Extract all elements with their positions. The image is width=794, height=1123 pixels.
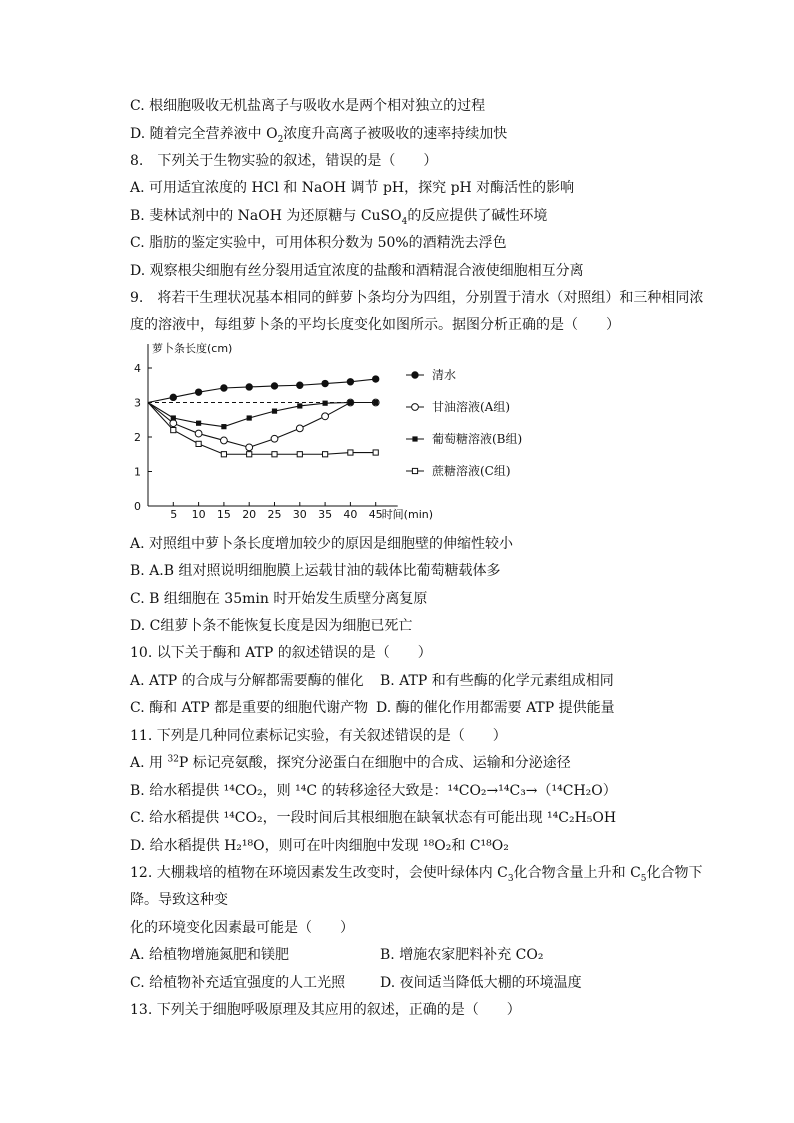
x-axis-label: 时间(min) bbox=[381, 508, 434, 521]
series-1-point bbox=[195, 389, 201, 395]
x-tick-label: 15 bbox=[216, 508, 231, 521]
q7-option-c: C. 根细胞吸收无机盐离子与吸收水是两个相对独立的过程 bbox=[130, 98, 486, 114]
series-3-point bbox=[221, 424, 226, 429]
question-12-line1: 12. 大棚栽培的植物在环境因素发生改变时，会使叶绿体内 $C_3$化合物含量上升和 $C_5$化合物下 bbox=[130, 865, 703, 884]
question-9-line2: 度的溶液中，每组萝卜条的平均长度变化如图所示。据图分析正确的是（ ） bbox=[130, 317, 620, 333]
series-2-point bbox=[195, 430, 202, 437]
question-13: 13. 下列关于细胞呼吸原理及其应用的叙述，正确的是（ ） bbox=[130, 1002, 521, 1018]
series-4-point bbox=[196, 441, 201, 446]
series-3-point bbox=[171, 415, 176, 420]
q12-option-d: D. 夜间适当降低大棚的环境温度 bbox=[380, 975, 582, 991]
question-12-line2: 降。导致这种变 bbox=[130, 892, 228, 908]
q9-option-a: A. 对照组中萝卜条长度增加较少的原因是细胞壁的伸缩性较小 bbox=[130, 536, 514, 552]
q7-option-d: D. 随着完全营养液中 $O_2$浓度升高离子被吸收的速率持续加快 bbox=[130, 126, 508, 145]
legend-label-1: 清水 bbox=[432, 368, 457, 382]
series-1-point bbox=[246, 384, 252, 390]
series-4-point bbox=[348, 450, 353, 455]
y-tick-label: 2 bbox=[134, 431, 141, 444]
legend-label-4: 蔗糖溶液(C组) bbox=[432, 464, 511, 478]
q11-option-d: D. 给水稻提供 H₂¹⁸O，则可在叶肉细胞中发现 ¹⁸O₂和 C¹⁸O₂ bbox=[130, 838, 509, 854]
legend-marker-2 bbox=[412, 404, 419, 411]
series-2-point bbox=[221, 437, 228, 444]
q10-option-c: C. 酶和 ATP 都是重要的细胞代谢产物 bbox=[130, 700, 369, 716]
x-tick-label: 40 bbox=[343, 508, 358, 521]
series-3-point bbox=[373, 400, 378, 405]
y-tick-label: 4 bbox=[134, 362, 141, 375]
y-tick-label: 0 bbox=[134, 500, 141, 513]
q9-option-b: B. A.B 组对照说明细胞膜上运载甘油的载体比葡萄糖载体多 bbox=[130, 563, 501, 579]
series-3-point bbox=[272, 409, 277, 414]
question-11: 11. 下列是几种同位素标记实验，有关叙述错误的是（ ） bbox=[130, 728, 507, 744]
q10-option-d: D. 酶的催化作用都需要 ATP 提供能量 bbox=[376, 700, 615, 716]
series-4-point bbox=[221, 452, 226, 457]
series-3-point bbox=[323, 401, 328, 406]
x-tick-label: 25 bbox=[267, 508, 282, 521]
series-3-point bbox=[247, 415, 252, 420]
q11-option-a: A. 用 $^{32}$P 标记亮氨酸，探究分泌蛋白在细胞中的合成、运输和分泌途径 bbox=[130, 754, 571, 771]
x-tick-label: 5 bbox=[170, 508, 178, 521]
legend-marker-3 bbox=[412, 436, 417, 441]
series-2-point bbox=[271, 435, 278, 442]
question-10: 10. 以下关于酶和 ATP 的叙述错误的是（ ） bbox=[130, 645, 432, 661]
series-3-point bbox=[348, 400, 353, 405]
q8-option-a: A. 可用适宜浓度的 HCl 和 NaOH 调节 pH，探究 pH 对酶活性的影响 bbox=[130, 180, 575, 196]
x-tick-label: 10 bbox=[191, 508, 206, 521]
series-line-1 bbox=[148, 379, 376, 402]
series-2-point bbox=[170, 420, 177, 427]
series-4-point bbox=[247, 452, 252, 457]
series-2-point bbox=[322, 413, 329, 420]
y-tick-label: 1 bbox=[134, 465, 141, 479]
series-1-point bbox=[347, 379, 353, 385]
series-2-point bbox=[246, 444, 253, 451]
series-line-3 bbox=[148, 403, 376, 427]
series-line-4 bbox=[148, 403, 376, 455]
q10-option-b: B. ATP 和有些酶的化学元素组成相同 bbox=[380, 673, 614, 689]
series-4-point bbox=[272, 452, 277, 457]
series-4-point bbox=[373, 450, 378, 455]
length-change-chart bbox=[120, 336, 523, 526]
series-4-point bbox=[171, 428, 176, 433]
x-tick-label: 20 bbox=[242, 508, 257, 521]
q12-option-c: C. 给植物补充适宜强度的人工光照 bbox=[130, 975, 346, 991]
question-12-line3: 化的环境变化因素最可能是（ ） bbox=[130, 920, 354, 936]
q10-option-a: A. ATP 的合成与分解都需要酶的催化 bbox=[130, 673, 364, 689]
q8-option-b: B. 斐林试剂中的 NaOH 为还原糖与 CuSO$_4$的反应提供了碱性环境 bbox=[130, 208, 548, 227]
legend-marker-4 bbox=[412, 468, 417, 473]
q9-option-c: C. B 组细胞在 35min 时开始发生质壁分离复原 bbox=[130, 591, 428, 607]
q11-option-b: B. 给水稻提供 ¹⁴CO₂，则 ¹⁴C 的转移途径大致是：¹⁴CO₂→¹⁴C₃→（¹⁴CH₂O） bbox=[130, 783, 617, 799]
series-4-point bbox=[297, 452, 302, 457]
series-line-2 bbox=[148, 403, 376, 448]
series-1-point bbox=[221, 385, 227, 391]
q8-option-c: C. 脂肪的鉴定实验中，可用体积分数为 50%的酒精洗去浮色 bbox=[130, 235, 507, 251]
series-1-point bbox=[297, 382, 303, 388]
q8-option-d: D. 观察根尖细胞有丝分裂用适宜浓度的盐酸和酒精混合液使细胞相互分离 bbox=[130, 263, 584, 279]
series-2-point bbox=[296, 425, 303, 432]
series-1-point bbox=[373, 376, 379, 382]
y-axis-label: 萝卜条长度(cm) bbox=[152, 342, 233, 355]
series-1-point bbox=[170, 394, 176, 400]
question-8: 8. 下列关于生物实验的叙述，错误的是（ ） bbox=[130, 153, 438, 169]
series-3-point bbox=[297, 403, 302, 408]
legend-label-2: 甘油溶液(A组) bbox=[432, 400, 511, 414]
x-tick-label: 45 bbox=[368, 508, 383, 521]
q9-option-d: D. C组萝卜条不能恢复长度是因为细胞已死亡 bbox=[130, 618, 413, 634]
x-tick-label: 30 bbox=[292, 508, 307, 521]
q11-option-c: C. 给水稻提供 ¹⁴CO₂，一段时间后其根细胞在缺氧状态有可能出现 ¹⁴C₂H₅OH bbox=[130, 810, 617, 826]
series-4-point bbox=[323, 452, 328, 457]
legend-marker-1 bbox=[412, 372, 418, 378]
series-1-point bbox=[271, 383, 277, 389]
y-tick-label: 3 bbox=[134, 396, 141, 410]
q12-option-b: B. 增施农家肥料补充 CO₂ bbox=[380, 947, 544, 963]
series-1-point bbox=[322, 380, 328, 386]
q12-option-a: A. 给植物增施氮肥和镁肥 bbox=[130, 947, 290, 963]
legend-label-3: 葡萄糖溶液(B组) bbox=[432, 432, 523, 446]
question-9-line1: 9. 将若干生理状况基本相同的鲜萝卜条均分为四组，分别置于清水（对照组）和三种相同浓 bbox=[130, 290, 704, 306]
x-tick-label: 35 bbox=[318, 508, 333, 521]
series-3-point bbox=[196, 421, 201, 426]
